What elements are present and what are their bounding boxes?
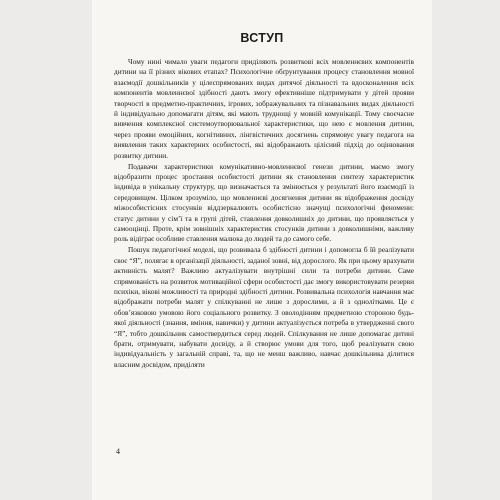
body-text xyxy=(114,57,414,370)
book-page xyxy=(92,0,432,500)
paragraph: Чому нині чимало уваги педагоги приділяють розвиткові всіх мовленнєвих компонентів дитини на її різних вікових етапах? Психологічне обґрунтування процесу становлення мовної взаємодії дошкільників у цілеспрямованих видах дитячої діяльності та вдосконалення всіх компонентів мовленнєвої здібності дають змогу ефективніше підтримувати у дітей прояви творчості в предметно-практичних, ігрових, зображувальних та пізнавальних видах діяльності й індивідуально допомагати дітям, які мають труднощі у мовній комунікації. Тому своєчасне вивчення комплексної системоутворювальної характеристики, що нею є мовлення дитини, через прояви емоційних, когнітивних, лінгвістичних досягнень спрямовує увагу педагога на виявлення таких характерних особистості, які відображають цілісний підхід до оцінювання розвитку дитини. xyxy=(114,57,414,160)
paragraph: Подавачи характеристики комунікативно-мовленнєвої генези дитини, маємо змогу відобразити процес зростання особистості дитини як становлення синтезу характеристик індивіда в унікальну структуру, що визначається та змінюється у результаті його взаємодії із середовищем. Цілком зрозуміло, що мовленнєві досягнення дитини як відображення досвіду міжособистісних стосунків віддзеркалюють особистісно значущі психологічні феномени: статус дитини у сім’ї та в групі дітей, ставлення довколишніх до дитини, що проявляється у самооцінці. Проте, крім зовнішніх характеристик стосунків дитини з довколишніми, важливу роль відіграє особливе ставлення малюка до людей та до самого себе. xyxy=(114,161,414,244)
page-number: 4 xyxy=(116,447,120,456)
page-title: ВСТУП xyxy=(240,31,284,45)
paragraph: Пошук педагогічної моделі, що розвивала б здібності дитини і допомогла б їй реалізувати своє “Я”, полягає в організації діяльності, заданої зовні, від дорослого. Як при цьому врахувати активність малят? Важливо актуалізувати внутрішні сили та потреби дитини. Саме спрямованість на розвиток мотиваційної сфери особистості дає змогу використовувати резерви психіки, вікові можливості та природні здібності дитини. Розвивальна психологія навчання має відображати потреби малят у спілкуванні не лише з дорослими, а й з одноліткамн. Це є обов’язковою умовою його соціального розвитку. З оволодінням предметною стороною будь-якої діяльності (знання, вміння, навички) у дитини актуалізується потреба в утвердженні свого “Я”, тобто дошкільник самоствердиться серед людей. Спілкування не лише допомагає дитині брати, отримувати, набувати досвіду, а й створює умови для того, щоб реалізувати свою індивідуальність у загальній справі, та, що не менш важливо, навчає дошкільника ділитися власним досвідом, приділяти xyxy=(114,245,414,369)
